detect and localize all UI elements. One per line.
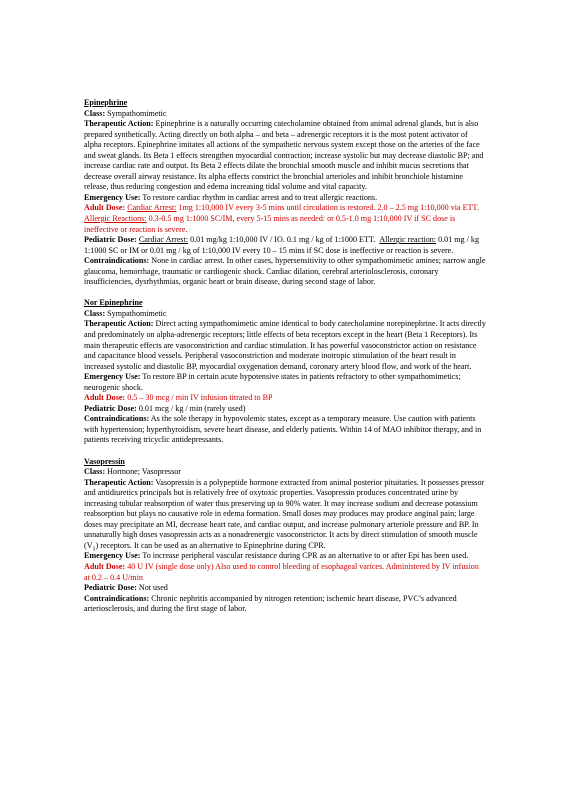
class-value: Sympathomimetic <box>107 308 167 318</box>
therapeutic-action-paragraph <box>84 319 486 372</box>
class-line <box>84 109 486 120</box>
pediatric-dose-subheading: Allergic reaction: <box>379 235 437 245</box>
therapeutic-action-text: Direct acting sympathomimetic amine identical to body catecholamine norepinephrine. It acts directly and predominately on alpha-adrenergic receptors; little effects of beta receptors except in the heart (Beta 1 Receptors). Its main therapeutic effects are vasoconstriction and cardiac stimulation. It has powerful vasoconstrictor action on resistance and capacitance blood vessels. Peripheral vasoconstriction and moderate inotropic stimulation of the heart result in increased systolic and diastolic BP, myocardial oxygenation demand, coronary artery blood flow, and work of the heart. <box>84 319 486 371</box>
class-line <box>84 309 486 320</box>
therapeutic-action-paragraph <box>84 119 486 193</box>
adult-dose-label: Adult Dose: <box>84 393 126 403</box>
contraindications-label: Contraindications: <box>84 593 150 603</box>
contraindications-text: None in cardiac arrest. In other cases, hypersensitivity to other sympathomimetic amines; narrow angle glaucoma, hemorrhage, traumatic or cardiogenic shock. Cardiac dilation, cerebral arteriolosclerosis, coronary insufficiencies, dysrhythmias, organic heart or brain disease, during second stage of labor. <box>84 256 486 287</box>
emergency-use-text: To restore BP in certain acute hypotensive states in patients refractory to other sympathomimetics; neurogenic shock. <box>84 372 461 392</box>
contraindications-text: Chronic nephritis accompanied by nitrogen retention; ischemic heart disease, PVC’s advanced arteriosclerosis, and during the first stage of labor. <box>84 593 457 614</box>
adult-dose-subheading: Allergic Reactions: <box>84 214 147 224</box>
adult-dose-text: 0.3-0.5 mg 1:1000 SC/IM, every 5-15 mins as needed: or 0.5-1.0 mg 1:10,000 IV if SC dose is ineffective or reaction is severe. <box>84 214 456 234</box>
contraindications-label: Contraindications: <box>84 256 150 266</box>
contraindications-text: As the sole therapy in hypovolemic states, except as a temporary measure. Use caution with patients with hypertension; hyperthyroidism, severe heart disease, and elderly patients. Within 14 of MAO inhibitor therapy, and in patients receiving tricyclic antidepressants. <box>84 414 482 445</box>
class-value: Hormone; Vasopressor <box>107 467 181 477</box>
adult-dose-label: Adult Dose: <box>84 203 126 213</box>
drug-title: Epinephrine <box>84 98 128 107</box>
pediatric-dose-label: Pediatric Dose: <box>84 583 137 593</box>
adult-dose-text: 40 U IV (single dose only) Also used to control bleeding of esophageal varices. Administered by IV infusion at 0.2 – 0.4 U/min <box>84 561 479 582</box>
therapeutic-action-label: Therapeutic Action: <box>84 319 154 329</box>
class-label: Class: <box>84 467 106 477</box>
pediatric-dose-label: Pediatric Dose: <box>84 235 137 245</box>
pediatric-dose-text: 0.01 mg / kg 1:1000 SC or IM or 0.01 mg / kg of 1:10,000 IV every 10 – 15 mins if SC dose is ineffective or reaction is severe. <box>84 235 479 255</box>
drug-section-vasopressin <box>84 457 486 615</box>
adult-dose-subheading: Cardiac Arrest: <box>127 203 177 213</box>
adult-dose-paragraph <box>84 393 486 404</box>
contraindications-label: Contraindications: <box>84 414 150 424</box>
therapeutic-action-text: ) receptors. It can be used as an alternative to Epinephrine during CPR. <box>95 540 326 550</box>
drug-title: Nor Epinephrine <box>84 298 143 308</box>
drug-section-nor-epinephrine <box>84 298 486 446</box>
class-label: Class: <box>84 308 106 318</box>
emergency-use-paragraph <box>84 372 486 393</box>
emergency-use-label: Emergency Use: <box>84 372 141 382</box>
pediatric-dose-text: Not used <box>138 583 168 593</box>
adult-dose-label: Adult Dose: <box>84 561 126 571</box>
pediatric-dose-subheading: Cardiac Arrest: <box>138 235 189 245</box>
pediatric-dose-paragraph <box>84 235 486 256</box>
adult-dose-text: 1mg 1:10,000 IV every 3-5 mins until circulation is restored. 2.0 – 2.5 mg 1:10,000 via ETT. <box>178 203 479 213</box>
adult-dose-paragraph <box>84 203 486 235</box>
therapeutic-action-label: Therapeutic Action: <box>84 119 154 129</box>
drug-reference-page <box>84 98 486 615</box>
contraindications-paragraph <box>84 256 486 288</box>
pediatric-dose-label: Pediatric Dose: <box>84 403 137 413</box>
class-line <box>84 467 486 478</box>
adult-dose-paragraph <box>84 562 486 583</box>
therapeutic-action-label: Therapeutic Action: <box>84 477 154 487</box>
emergency-use-label: Emergency Use: <box>84 192 141 202</box>
pediatric-dose-paragraph <box>84 404 486 415</box>
class-label: Class: <box>84 108 106 118</box>
emergency-use-paragraph <box>84 193 486 204</box>
pediatric-dose-paragraph <box>84 583 486 594</box>
emergency-use-paragraph <box>84 551 486 562</box>
contraindications-paragraph <box>84 594 486 615</box>
emergency-use-text: To restore cardiac rhythm in cardiac arrest and to treat allergic reactions. <box>142 192 378 202</box>
therapeutic-action-paragraph <box>84 478 486 552</box>
drug-section-epinephrine <box>84 98 486 288</box>
therapeutic-action-text: Epinephrine is a naturally occurring catecholamine obtained from animal adrenal glands, but is also prepared synthetically. Acting directly on both alpha – and beta – adrenergic receptors it is the most potent activator of alpha receptors. Epinephrine imitates all actions of the sympathetic nervous system except those on the arteries of the face and sweat glands. Its Beta 1 effects strengthen myocardial contraction; increase systolic but may decrease diastolic BP; and increase cardiac rate and output. Its Beta 2 effects dilate the bronchial smooth muscle and inhibit mucus secretions that decrease overall airway resistance. Its alpha effects constrict the bronchial arterioles and inhibit bronchiole histamine release, thus reducing congestion and edema increasing tidal volume and vital capacity. <box>84 119 484 192</box>
emergency-use-text: To increase peripheral vascular resistance during CPR as an alternative to or after Epi has been used. <box>142 551 469 561</box>
pediatric-dose-text: 0.01 mg/kg 1:10,000 IV / IO. 0.1 mg / kg of 1:1000 ETT. <box>190 235 376 245</box>
contraindications-paragraph <box>84 414 486 446</box>
emergency-use-label: Emergency Use: <box>84 551 141 561</box>
class-value: Sympathomimetic <box>107 108 167 118</box>
subscript: 1 <box>92 546 96 553</box>
pediatric-dose-text: 0.01 mcg / kg / min (rarely used) <box>138 403 246 413</box>
drug-title: Vasopressin <box>84 456 125 466</box>
therapeutic-action-text: Vasopressin is a polypeptide hormone extracted from animal posterior pituitaries. It possesses pressor and antidiuretics principals but is relatively free of oxytoxic properties. Vasopressin produces concentrated urine by increasing tubular reabsorption of water thus preserving up to 90% water. It may increase sodium and decrease potassium reabsorption but plays no causative role in edema formation. Small doses may produces may produce anginal pain; large doses may precipitate an MI, decrease heart rate, and cardiac output, and increase pulmonary arteriole pressure and BP. In unnaturally high doses vasopressin acts as a nonadrenergic vasoconstrictor. It acts by direct stimulation of smooth muscle (V <box>84 477 485 550</box>
adult-dose-text: 0.5 – 30 mcg / min IV infusion titrated to BP <box>127 393 273 403</box>
